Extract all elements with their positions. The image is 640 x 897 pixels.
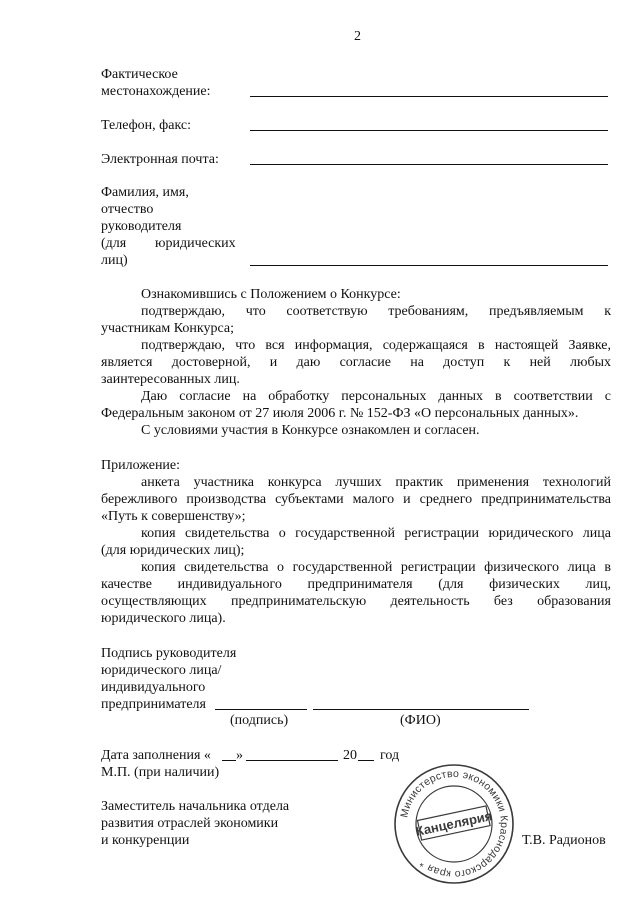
position-line2: развития отраслей экономики xyxy=(101,816,279,831)
date-quote-close: » xyxy=(236,748,243,763)
date-year-suffix: год xyxy=(380,748,400,763)
page-number: 2 xyxy=(354,29,361,44)
email-label: Электронная почта: xyxy=(101,152,219,167)
head-label-line4-right: юридических xyxy=(155,236,236,251)
office-stamp xyxy=(392,762,516,886)
head-label-line3: руководителя xyxy=(101,219,182,234)
a1-line2: бережливого производства субъектами малого и среднего предпринимательства xyxy=(101,492,611,507)
position-line1: Заместитель начальника отдела xyxy=(101,799,290,814)
p2-line2: является достоверной, и даю согласие на доступ к ней любых xyxy=(101,355,611,370)
a3-line1: копия свидетельства о государственной регистрации физического лица в xyxy=(141,560,611,575)
a3-line2: качестве индивидуального предпринимателя (для физических лиц, xyxy=(101,577,611,592)
a2-line1: копия свидетельства о государственной регистрации юридического лица xyxy=(141,526,611,541)
location-field-line xyxy=(250,96,608,97)
signature-label-line3: индивидуального xyxy=(101,680,206,695)
email-field-line xyxy=(250,164,608,165)
intro-text: Ознакомившись с Положением о Конкурсе: xyxy=(141,287,401,302)
head-field-line xyxy=(250,265,608,266)
p3-line1: Даю согласие на обработку персональных данных в соответствии с xyxy=(141,389,611,404)
phone-label: Телефон, факс: xyxy=(101,118,192,133)
p1-line1: подтверждаю, что соответствую требованиям, предъявляемым к xyxy=(141,304,611,319)
stamp-center-text: Канцелярия xyxy=(414,808,494,839)
p2-line3: заинтересованных лиц. xyxy=(101,372,240,387)
location-label-line2: местонахождение: xyxy=(101,84,211,99)
a3-line3: осуществляющих предпринимательскую деятельность без образования xyxy=(101,594,611,609)
head-label-line5: лиц) xyxy=(101,253,128,268)
a1-line1: анкета участника конкурса лучших практик применения технологий xyxy=(141,475,611,490)
date-prefix: Дата заполнения « xyxy=(101,748,211,763)
location-label-line1: Фактическое xyxy=(101,67,178,82)
date-month-line xyxy=(246,760,338,761)
a2-line2: (для юридических лиц); xyxy=(101,543,245,558)
signature-label-line4: предпринимателя xyxy=(101,697,206,712)
head-label-line2: отчество xyxy=(101,202,154,217)
p2-line1: подтверждаю, что вся информация, содержащаяся в настоящей Заявке, xyxy=(141,338,611,353)
name-caption: (ФИО) xyxy=(400,713,441,728)
p1-line2: участникам Конкурса; xyxy=(101,321,234,336)
phone-field-line xyxy=(250,130,608,131)
signature-field-line xyxy=(215,709,307,710)
attachment-title: Приложение: xyxy=(101,458,181,473)
head-label-line1: Фамилия, имя, xyxy=(101,185,189,200)
p3-line2: Федеральным законом от 27 июля 2006 г. № 152-ФЗ «О персональных данных». xyxy=(101,406,579,421)
date-year-line xyxy=(358,760,374,761)
date-year-prefix: 20 xyxy=(343,748,357,763)
a3-line4: юридического лица). xyxy=(101,611,226,626)
position-line3: и конкуренции xyxy=(101,833,190,848)
name-field-line xyxy=(313,709,529,710)
signatory-name: Т.В. Радионов xyxy=(522,833,606,848)
stamp-ring-text: Министерство экономики Краснодарского края * xyxy=(398,767,511,881)
p4-text: С условиями участия в Конкурсе ознакомлен и согласен. xyxy=(141,423,480,438)
head-label-line4-left: (для xyxy=(101,236,127,251)
signature-label-line1: Подпись руководителя xyxy=(101,646,237,661)
signature-caption: (подпись) xyxy=(230,713,289,728)
date-day-line xyxy=(222,760,236,761)
mp-text: М.П. (при наличии) xyxy=(101,765,220,780)
a1-line3: «Путь к совершенству»; xyxy=(101,509,246,524)
signature-label-line2: юридического лица/ xyxy=(101,663,222,678)
